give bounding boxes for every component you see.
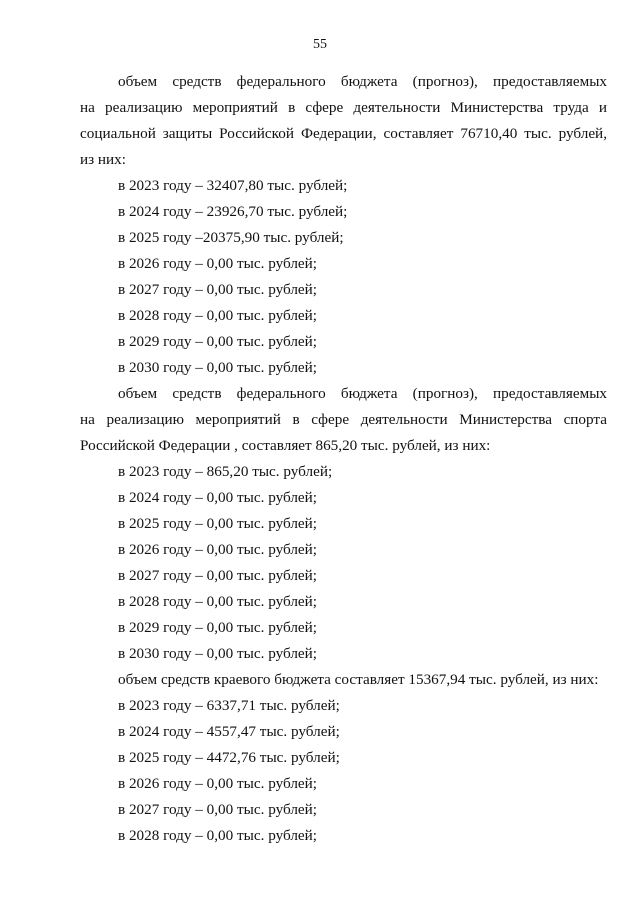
paragraph-line: Российской Федерации , составляет 865,20 тыс. рублей, из них: [80,437,491,454]
funding-section-sport-ministry [80,381,607,667]
year-amount-item: в 2028 году – 0,00 тыс. рублей; [118,827,318,844]
year-amount-item: в 2026 году – 0,00 тыс. рублей; [118,775,318,792]
year-amount-item: в 2029 году – 0,00 тыс. рублей; [118,619,318,636]
paragraph-line: на реализацию мероприятий в сфере деятельности Министерства труда и [80,99,607,116]
year-amount-item: в 2027 году – 0,00 тыс. рублей; [118,281,318,298]
funding-section-labour-ministry [80,69,607,381]
paragraph-line: из них: [80,151,126,168]
paragraph-line: объем средств краевого бюджета составляет 15367,94 тыс. рублей, из них: [118,671,599,688]
paragraph-line: на реализацию мероприятий в сфере деятельности Министерства спорта [80,411,607,428]
year-amount-item: в 2027 году – 0,00 тыс. рублей; [118,567,318,584]
funding-section-regional-budget [80,667,607,849]
year-amount-item: в 2024 году – 0,00 тыс. рублей; [118,489,318,506]
year-amount-item: в 2026 году – 0,00 тыс. рублей; [118,255,318,272]
year-amount-item: в 2025 году – 4472,76 тыс. рублей; [118,749,340,766]
year-amount-item: в 2023 году – 865,20 тыс. рублей; [118,463,333,480]
year-amount-item: в 2023 году – 6337,71 тыс. рублей; [118,697,340,714]
paragraph-line: объем средств федерального бюджета (прогноз), предоставляемых [118,385,607,402]
year-amount-item: в 2030 году – 0,00 тыс. рублей; [118,645,318,662]
year-amount-item: в 2023 году – 32407,80 тыс. рублей; [118,177,348,194]
paragraph-labour-ministry [80,69,607,173]
paragraph-line: объем средств федерального бюджета (прогноз), предоставляемых [118,73,607,90]
page-number: 55 [313,37,327,52]
year-amount-item: в 2025 году – 0,00 тыс. рублей; [118,515,318,532]
year-amount-item: в 2029 году – 0,00 тыс. рублей; [118,333,318,350]
year-amount-item: в 2028 году – 0,00 тыс. рублей; [118,307,318,324]
year-amount-item: в 2027 году – 0,00 тыс. рублей; [118,801,318,818]
paragraph-regional-budget [80,667,607,693]
year-amount-item: в 2026 году – 0,00 тыс. рублей; [118,541,318,558]
document-body [80,69,607,849]
paragraph-line: социальной защиты Российской Федерации, составляет 76710,40 тыс. рублей, [80,125,607,142]
year-amount-item: в 2028 году – 0,00 тыс. рублей; [118,593,318,610]
year-amount-item: в 2030 году – 0,00 тыс. рублей; [118,359,318,376]
year-amount-item: в 2025 году –20375,90 тыс. рублей; [118,229,344,246]
paragraph-sport-ministry [80,381,607,459]
year-amount-item: в 2024 году – 4557,47 тыс. рублей; [118,723,340,740]
year-amount-item: в 2024 году – 23926,70 тыс. рублей; [118,203,348,220]
